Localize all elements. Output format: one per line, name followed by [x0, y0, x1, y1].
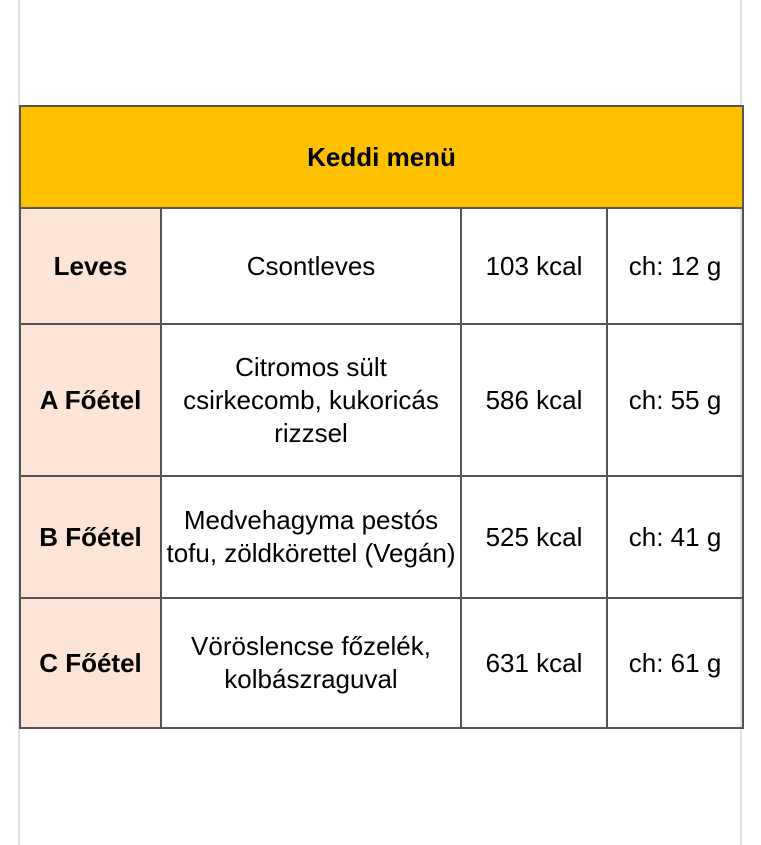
carbohydrates: ch: 12 g	[607, 208, 743, 324]
dish-name: Csontleves	[161, 208, 461, 324]
course-label: Leves	[20, 208, 161, 324]
dish-name: Vöröslencse főzelék, kolbászraguval	[161, 598, 461, 728]
calories: 586 kcal	[461, 324, 607, 476]
calories: 103 kcal	[461, 208, 607, 324]
calories: 631 kcal	[461, 598, 607, 728]
course-label: C Főétel	[20, 598, 161, 728]
calories: 525 kcal	[461, 476, 607, 598]
dish-name: Medvehagyma pestós tofu, zöldkörettel (Vegán)	[161, 476, 461, 598]
table-row	[20, 476, 743, 598]
table-row	[20, 324, 743, 476]
course-label: B Főétel	[20, 476, 161, 598]
course-label: A Főétel	[20, 324, 161, 476]
menu-title: Keddi menü	[20, 106, 743, 208]
table-row	[20, 598, 743, 728]
table-row	[20, 208, 743, 324]
carbohydrates: ch: 61 g	[607, 598, 743, 728]
carbohydrates: ch: 41 g	[607, 476, 743, 598]
menu-table	[19, 105, 744, 729]
title-row	[20, 106, 743, 208]
dish-name: Citromos sült csirkecomb, kukoricás rizzsel	[161, 324, 461, 476]
carbohydrates: ch: 55 g	[607, 324, 743, 476]
